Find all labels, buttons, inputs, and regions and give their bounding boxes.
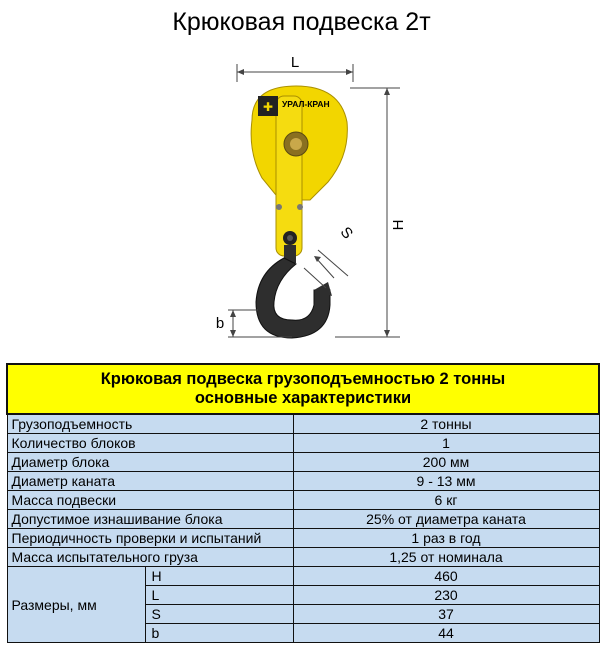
hook-block-drawing	[200, 50, 430, 350]
dimensions-label: Размеры, мм	[7, 567, 145, 643]
row-label: Диаметр каната	[7, 472, 293, 491]
row-value: 1	[293, 434, 599, 453]
row-label: Масса подвески	[7, 491, 293, 510]
dimension-name: b	[145, 624, 293, 643]
hook	[256, 245, 332, 338]
row-value: 1,25 от номинала	[293, 548, 599, 567]
row-label: Грузоподъемность	[7, 414, 293, 434]
row-label: Масса испытательного груза	[7, 548, 293, 567]
specifications-table	[6, 363, 600, 643]
row-value: 1 раз в год	[293, 529, 599, 548]
row-value: 200 мм	[293, 453, 599, 472]
table-row	[7, 491, 599, 510]
dimension-row	[7, 567, 599, 586]
table-row	[7, 434, 599, 453]
dimension-value: 44	[293, 624, 599, 643]
row-value: 6 кг	[293, 491, 599, 510]
dimension-value: 460	[293, 567, 599, 586]
table-header	[7, 364, 599, 414]
label-s: S	[336, 223, 357, 243]
table-header-row	[7, 364, 599, 414]
table-row	[7, 453, 599, 472]
row-value: 25% от диаметра каната	[293, 510, 599, 529]
table-row	[7, 472, 599, 491]
row-value: 9 - 13 мм	[293, 472, 599, 491]
row-label: Допустимое изнашивание блока	[7, 510, 293, 529]
row-label: Диаметр блока	[7, 453, 293, 472]
dimension-value: 37	[293, 605, 599, 624]
dimension-name: H	[145, 567, 293, 586]
table-row	[7, 548, 599, 567]
table-row	[7, 529, 599, 548]
logo-text: УРАЛ-КРАН	[282, 99, 330, 109]
dimension-value: 230	[293, 586, 599, 605]
table-row	[7, 414, 599, 434]
page-title: Крюковая подвеска 2т	[172, 8, 431, 36]
label-h: H	[390, 219, 407, 231]
dimension-s	[304, 224, 356, 288]
dimension-name: L	[145, 586, 293, 605]
table-header-line1: Крюковая подвеска грузоподъемностью 2 тонны	[100, 370, 506, 388]
row-label: Количество блоков	[7, 434, 293, 453]
row-value: 2 тонны	[293, 414, 599, 434]
block-housing	[251, 86, 347, 256]
dimension-l	[237, 54, 353, 82]
label-l: L	[290, 54, 300, 71]
label-b: b	[215, 315, 225, 332]
dimension-name: S	[145, 605, 293, 624]
row-label: Периодичность проверки и испытаний	[7, 529, 293, 548]
table-header-line2: основные характеристики	[194, 389, 412, 407]
hook-block-diagram	[200, 50, 430, 350]
table-row	[7, 510, 599, 529]
svg-text:✚: ✚	[262, 100, 274, 114]
